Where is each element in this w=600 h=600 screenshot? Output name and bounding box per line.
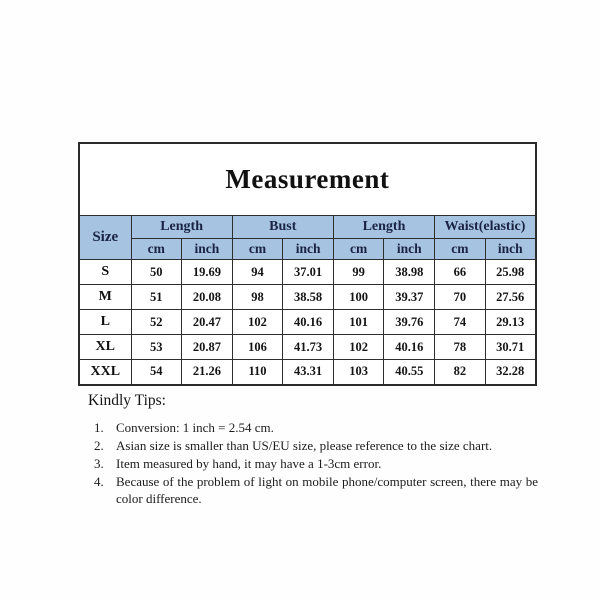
cell-value: 100	[333, 285, 384, 310]
column-header-size: Size	[79, 216, 131, 260]
cell-value: 29.13	[485, 310, 536, 335]
cell-value: 38.98	[384, 260, 435, 285]
size-label: XL	[79, 335, 131, 360]
cell-value: 20.87	[182, 335, 233, 360]
column-header-length-2: Length	[333, 216, 434, 239]
cell-value: 37.01	[283, 260, 334, 285]
cell-value: 39.76	[384, 310, 435, 335]
column-header-bust: Bust	[232, 216, 333, 239]
tip-item-2	[94, 437, 538, 454]
cell-value: 74	[435, 310, 486, 335]
cell-value: 40.16	[384, 335, 435, 360]
unit-header-cm: cm	[333, 239, 384, 260]
size-label: XXL	[79, 360, 131, 385]
unit-header-row	[79, 239, 536, 260]
table-row-s	[79, 260, 536, 285]
cell-value: 99	[333, 260, 384, 285]
cell-value: 43.31	[283, 360, 334, 385]
tip-number: 3.	[94, 456, 104, 471]
cell-value: 78	[435, 335, 486, 360]
cell-value: 41.73	[283, 335, 334, 360]
unit-header-inch: inch	[384, 239, 435, 260]
tip-text: Conversion: 1 inch = 2.54 cm.	[116, 420, 274, 435]
cell-value: 101	[333, 310, 384, 335]
cell-value: 66	[435, 260, 486, 285]
cell-value: 27.56	[485, 285, 536, 310]
cell-value: 103	[333, 360, 384, 385]
size-label: L	[79, 310, 131, 335]
cell-value: 39.37	[384, 285, 435, 310]
table-row-m	[79, 285, 536, 310]
tip-item-3	[94, 455, 538, 472]
column-header-length-1: Length	[131, 216, 232, 239]
cell-value: 54	[131, 360, 182, 385]
cell-value: 82	[435, 360, 486, 385]
cell-value: 19.69	[182, 260, 233, 285]
cell-value: 50	[131, 260, 182, 285]
cell-value: 51	[131, 285, 182, 310]
tip-item-1	[94, 419, 538, 436]
size-label: M	[79, 285, 131, 310]
unit-header-cm: cm	[232, 239, 283, 260]
tips-heading: Kindly Tips:	[88, 392, 166, 409]
tip-number: 1.	[94, 420, 104, 435]
unit-header-inch: inch	[485, 239, 536, 260]
table-row-l	[79, 310, 536, 335]
tip-text: Because of the problem of light on mobile phone/computer screen, there may be color difference.	[116, 474, 538, 506]
unit-header-inch: inch	[182, 239, 233, 260]
cell-value: 110	[232, 360, 283, 385]
cell-value: 70	[435, 285, 486, 310]
kindly-tips-section	[88, 392, 538, 508]
cell-value: 32.28	[485, 360, 536, 385]
cell-value: 38.58	[283, 285, 334, 310]
measurement-table	[78, 142, 537, 386]
cell-value: 106	[232, 335, 283, 360]
tip-item-4	[94, 473, 538, 507]
size-label: S	[79, 260, 131, 285]
tip-number: 4.	[94, 474, 104, 489]
unit-header-cm: cm	[131, 239, 182, 260]
table-row-xxl	[79, 360, 536, 385]
tip-text: Item measured by hand, it may have a 1-3cm error.	[116, 456, 382, 471]
cell-value: 20.08	[182, 285, 233, 310]
cell-value: 20.47	[182, 310, 233, 335]
table-row-xl	[79, 335, 536, 360]
cell-value: 94	[232, 260, 283, 285]
column-header-waist: Waist(elastic)	[435, 216, 536, 239]
cell-value: 30.71	[485, 335, 536, 360]
group-header-row	[79, 216, 536, 239]
tip-text: Asian size is smaller than US/EU size, please reference to the size chart.	[116, 438, 493, 453]
tip-number: 2.	[94, 438, 104, 453]
cell-value: 98	[232, 285, 283, 310]
cell-value: 53	[131, 335, 182, 360]
table-title: Measurement	[79, 143, 536, 216]
cell-value: 102	[232, 310, 283, 335]
unit-header-cm: cm	[435, 239, 486, 260]
title-row	[79, 143, 536, 216]
cell-value: 40.55	[384, 360, 435, 385]
cell-value: 21.26	[182, 360, 233, 385]
unit-header-inch: inch	[283, 239, 334, 260]
cell-value: 40.16	[283, 310, 334, 335]
cell-value: 52	[131, 310, 182, 335]
cell-value: 102	[333, 335, 384, 360]
cell-value: 25.98	[485, 260, 536, 285]
